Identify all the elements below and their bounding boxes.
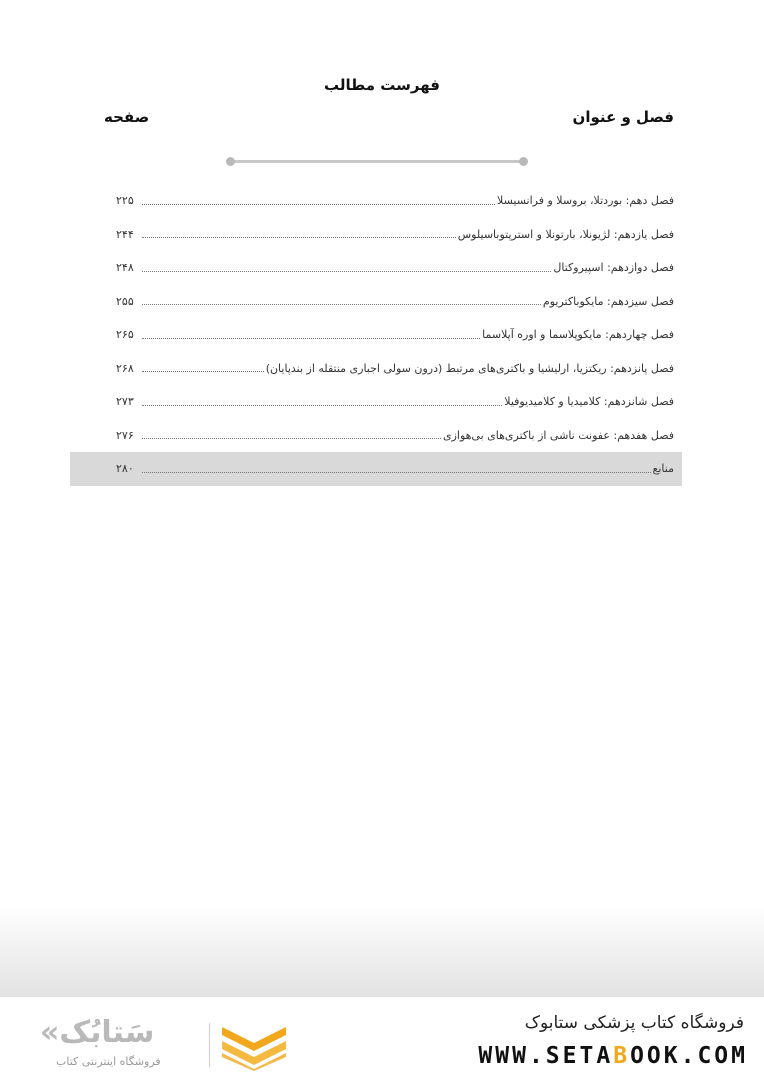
dot-leader	[142, 303, 541, 305]
dot-leader	[142, 203, 495, 205]
url-part-2: OOK.COM	[630, 1043, 748, 1069]
logo-separator	[209, 1023, 210, 1067]
toc-label: فصل یازدهم: لژیونلا، بارتونلا و استرپتوباسیلوس	[457, 227, 674, 241]
toc-row[interactable]	[70, 385, 682, 419]
dot-leader	[142, 404, 502, 406]
dot-leader	[142, 370, 264, 372]
dot-leader	[142, 471, 651, 473]
chapter-title-header: فصل و عنوان	[572, 108, 674, 126]
book-stack-logo-icon	[218, 1019, 290, 1071]
toc-label: فصل دوازدهم: اسپیروکتال	[553, 261, 674, 275]
dot-leader	[142, 337, 480, 339]
toc-row[interactable]	[70, 419, 682, 453]
url-part-1: WWW.SETA	[478, 1043, 614, 1069]
toc-label: فصل سیزدهم: مایکوباکتریوم	[542, 294, 674, 308]
dot-leader	[142, 236, 456, 238]
store-footer-banner	[0, 997, 764, 1080]
dot-leader	[142, 437, 441, 439]
store-logo-subtitle: فروشگاه اینترنتی کتاب	[56, 1055, 161, 1068]
toc-page-number: ۲۶۸	[116, 361, 134, 375]
toc-page-number: ۲۶۵	[116, 328, 134, 342]
toc-label: فصل هفدهم: عفونت ناشی از باکتری‌های بی‌هوازی	[442, 428, 674, 442]
toc-page-number: ۲۷۳	[116, 395, 134, 409]
page-title: فهرست مطالب	[324, 76, 440, 94]
url-accent-letter: B	[613, 1043, 631, 1069]
toc-label: فصل دهم: بوردتلا، بروسلا و فرانسیسلا	[497, 194, 674, 208]
toc-page-number: ۲۵۵	[116, 294, 134, 308]
toc-row-highlighted[interactable]	[70, 452, 682, 486]
toc-page-number: ۲۸۰	[116, 462, 134, 476]
decorative-divider	[226, 154, 528, 168]
store-logo-text: «سَتابُک	[40, 1015, 155, 1050]
toc-row[interactable]	[70, 352, 682, 386]
toc-row[interactable]	[70, 184, 682, 218]
toc-row[interactable]	[70, 218, 682, 252]
page-number-header: صفحه	[104, 108, 150, 126]
table-of-contents	[70, 184, 682, 486]
store-name: فروشگاه کتاب پزشکی ستابوک	[524, 1013, 744, 1033]
toc-label: فصل شانزدهم: کلامیدیا و کلامیدیوفیلا	[504, 395, 674, 409]
toc-page-number: ۲۷۶	[116, 428, 134, 442]
toc-page-number: ۲۴۸	[116, 261, 134, 275]
toc-page-number: ۲۴۴	[116, 227, 134, 241]
store-website-url[interactable]	[478, 1043, 748, 1069]
toc-row[interactable]	[70, 251, 682, 285]
toc-label: فصل پانزدهم: ریکتزیا، ارلیشیا و باکتری‌های مرتبط (درون سولی اجباری منتقله از بندپایان)	[265, 361, 674, 375]
toc-row[interactable]	[70, 318, 682, 352]
footer-shadow	[0, 905, 764, 997]
toc-page-number: ۲۲۵	[116, 194, 134, 208]
toc-row[interactable]	[70, 285, 682, 319]
dot-leader	[142, 270, 551, 272]
toc-label: فصل چهاردهم: مایکوپلاسما و اوره آپلاسما	[482, 328, 674, 342]
toc-label: منابع	[652, 462, 674, 476]
